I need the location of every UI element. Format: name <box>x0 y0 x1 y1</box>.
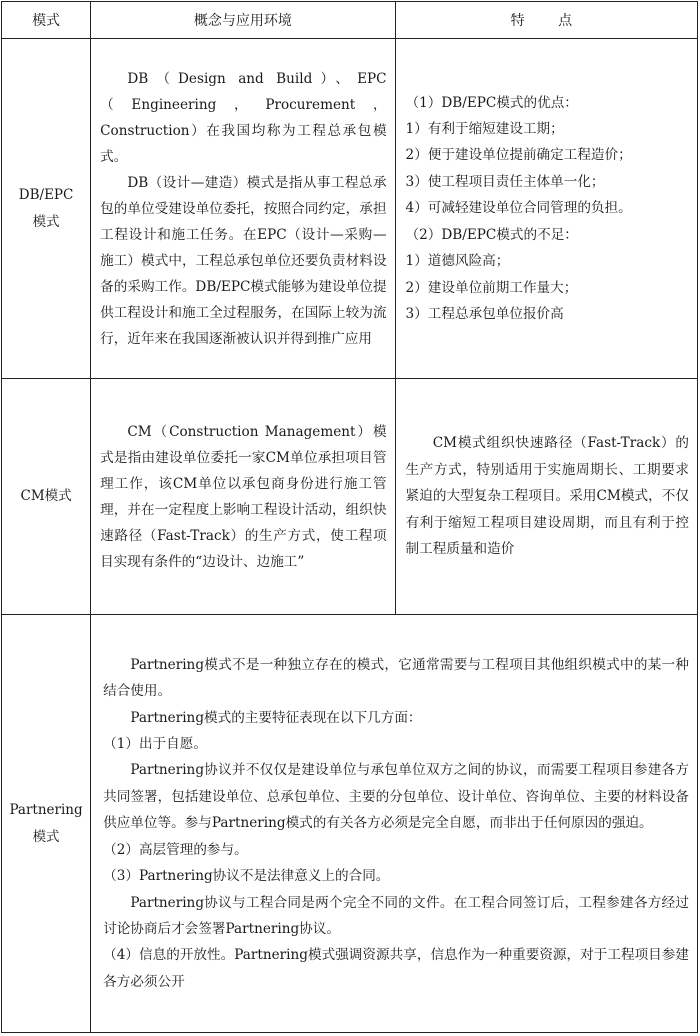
header-concept: 概念与应用环境 <box>91 2 395 39</box>
mode-db-epc <box>2 39 91 379</box>
mode-cm-label: CM模式 <box>20 488 72 504</box>
features-db-epc-item: 1）有利于缩短建设工期； <box>405 121 564 138</box>
header-mode: 模式 <box>2 2 91 39</box>
concept-db-epc-para-1: DB（Design and Build）、EPC（Engineering，Procurement，Construction）在我国均称为工程总承包模式。 <box>100 70 387 165</box>
table-header-row <box>2 2 698 39</box>
mode-partnering-label: Partnering 模式 <box>9 801 83 845</box>
concept-db-epc-para-2: DB（设计—建造）模式是指从事工程总承包的单位受建设单位委托，按照合同约定，承担工程设计和施工任务。在EPC（设计—采购—施工）模式中，工程总承包单位还要负责材料设备的采购工作。DB/EPC模式能够为建设单位提供工程设计和施工全过程服务，在国际上较为流行，近年来在我国逐渐被认识并得到推广应用 <box>100 174 387 347</box>
partnering-para: （4）信息的开放性。Partnering模式强调资源共享，信息作为一种重要资源，对于工程项目参建各方必须公开 <box>103 947 689 990</box>
features-db-epc <box>395 39 697 379</box>
concept-cm <box>91 379 395 615</box>
partnering-para: （3）Partnering协议不是法律意义上的合同。 <box>103 868 390 885</box>
features-db-epc-item: 4）可减轻建设单位合同管理的负担。 <box>405 200 632 217</box>
concept-cm-para: CM（Construction Management）模式是指由建设单位委托一家CM单位承担项目管理工作，该CM单位以承包商身份进行施工管理，并在一定程度上影响工程设计活动，组织快速路径（Fast-Track）的生产方式，使工程项目实现有条件的“边设计、边施工” <box>100 423 387 570</box>
delivery-modes-table <box>1 1 698 1033</box>
concept-db-epc <box>91 39 395 379</box>
features-db-epc-item: （2）DB/EPC模式的不足： <box>405 226 578 243</box>
features-cm <box>395 379 697 615</box>
features-db-epc-item: 3）使工程项目责任主体单一化； <box>405 173 605 190</box>
partnering-para: （2）高层管理的参与。 <box>103 841 248 858</box>
features-db-epc-item: 2）建设单位前期工作量大； <box>405 279 578 296</box>
features-db-epc-item: 1）道德风险高； <box>405 253 510 270</box>
features-db-epc-item: 3）工程总承包单位报价高 <box>405 305 564 322</box>
features-cm-para: CM模式组织快速路径（Fast-Track）的生产方式，特别适用于实施周期长、工期要求紧迫的大型复杂工程项目。采用CM模式，不仅有利于缩短工程项目建设周期，而且有利于控制工程质量和造价 <box>405 435 689 558</box>
partnering-para: （1）出于自愿。 <box>103 736 207 753</box>
row-db-epc <box>2 39 698 379</box>
partnering-para: Partnering模式不是一种独立存在的模式，它通常需要与工程项目其他组织模式中的某一种结合使用。 <box>103 656 689 700</box>
partnering-para: Partnering协议与工程合同是两个完全不同的文件。在工程合同签订后，工程参建各方经过讨论协商后才会签署Partnering协议。 <box>103 894 689 937</box>
row-cm <box>2 379 698 615</box>
features-db-epc-item: （1）DB/EPC模式的优点： <box>405 94 578 111</box>
partnering-para: Partnering协议并不仅仅是建设单位与承包单位双方之间的协议，而需要工程项目参建各方共同签署，包括建设单位、总承包单位、主要的分包单位、设计单位、咨询单位、主要的材料设备供应单位等。参与Partnering模式的有关各方必须是完全自愿，而非出于任何原因的强迫。 <box>103 762 689 832</box>
mode-db-epc-label: DB/EPC 模式 <box>18 186 74 230</box>
mode-partnering <box>2 615 91 1033</box>
features-db-epc-item: 2）便于建设单位提前确定工程造价； <box>405 147 632 164</box>
partnering-description <box>91 615 698 1033</box>
partnering-para: Partnering模式的主要特征表现在以下几方面： <box>130 709 422 726</box>
mode-cm <box>2 379 91 615</box>
header-features: 特 点 <box>395 2 697 39</box>
row-partnering <box>2 615 698 1033</box>
